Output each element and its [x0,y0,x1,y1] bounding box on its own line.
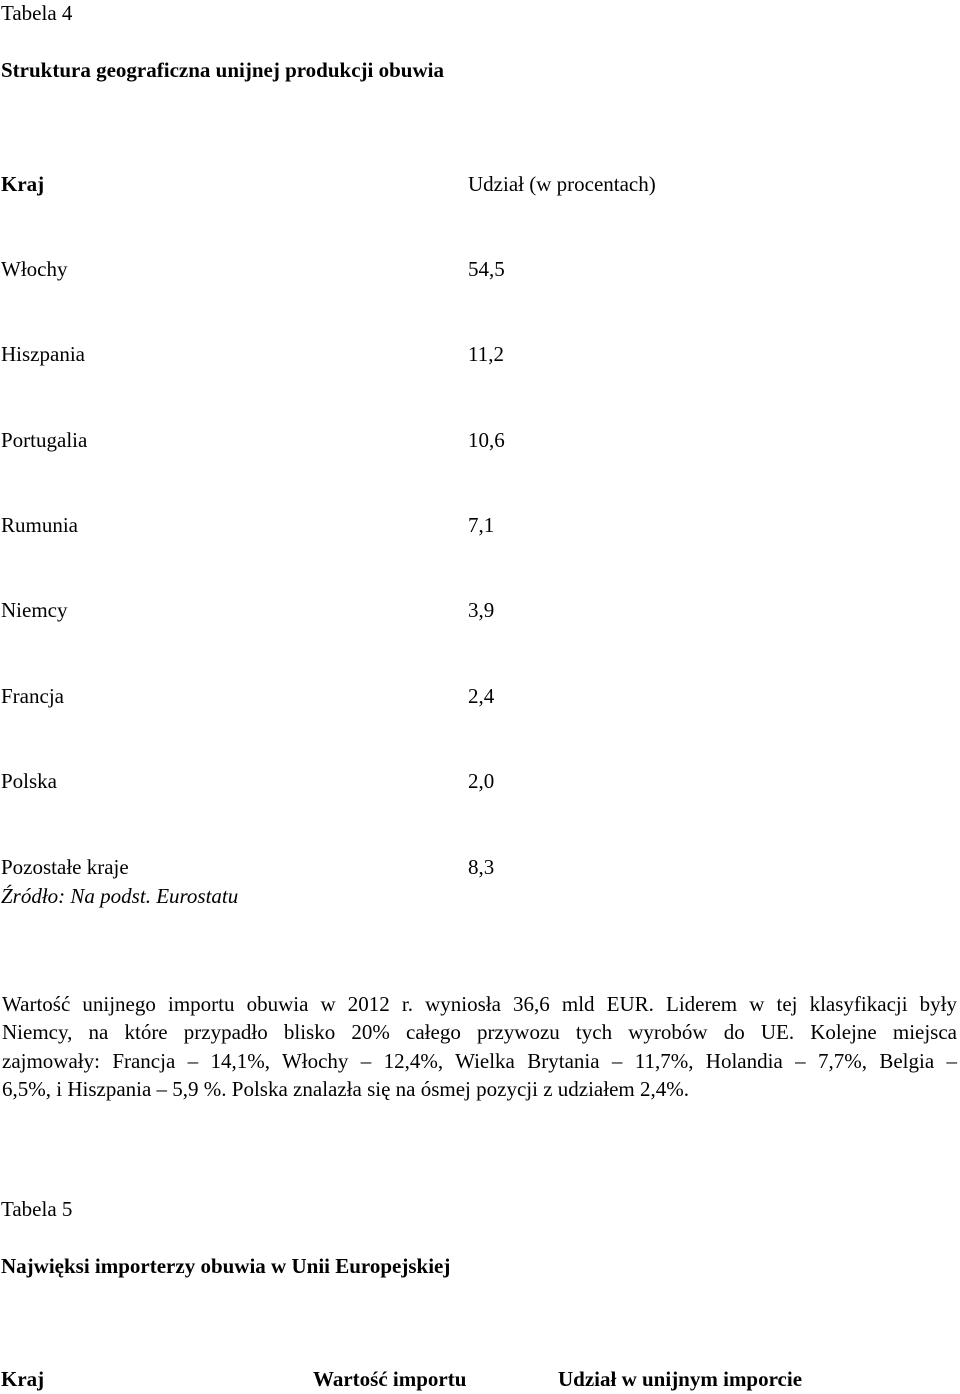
table4-label: Tabela 4 [1,1,73,25]
table4-share: 54,5 [468,257,505,281]
table4-country: Francja [1,684,64,708]
body-paragraph [2,990,957,1104]
table4-country: Włochy [1,257,68,281]
table4-share: 7,1 [468,513,495,537]
paragraph-line: Niemcy, na które przypadło blisko 20% całego przywozu tych wyrobów do UE. Kolejne miejsca [2,1020,957,1045]
table4-source: Źródło: Na podst. Eurostatu [1,884,239,908]
table4-country: Rumunia [1,513,78,537]
table4-share: 2,0 [468,769,495,793]
paragraph-line: Wartość unijnego importu obuwia w 2012 r. wyniosła 36,6 mld EUR. Liderem w tej klasyfikacji były [2,992,957,1016]
table4-header-country: Kraj [1,172,45,196]
table5-header-share: Udział w unijnym imporcie [558,1367,803,1391]
table5-header-value: Wartość importu [313,1367,467,1391]
table4-share: 11,2 [468,342,504,366]
table5-label: Tabela 5 [1,1197,73,1221]
paragraph-line: 6,5%, i Hiszpania – 5,9 %. Polska znalazła się na ósmej pozycji z udziałem 2,4%. [2,1077,689,1102]
table4-share: 2,4 [468,684,495,708]
table4-title: Struktura geograficzna unijnej produkcji obuwia [1,58,444,82]
table5-title: Najwięksi importerzy obuwia w Unii Europejskiej [1,1254,451,1278]
table4-country: Hiszpania [1,342,85,366]
table4-share: 3,9 [468,598,495,622]
table4-share: 10,6 [468,428,505,452]
table4-country: Pozostałe kraje [1,855,129,879]
table4-country: Portugalia [1,428,88,452]
table4-country: Niemcy [1,598,68,622]
table4-share: 8,3 [468,855,495,879]
table4-header-share: Udział (w procentach) [468,172,656,196]
table4-country: Polska [1,769,58,793]
paragraph-line: zajmowały: Francja – 14,1%, Włochy – 12,4%, Wielka Brytania – 11,7%, Holandia – 7,7%, Belgia – [2,1048,957,1073]
table5-header-country: Kraj [1,1367,45,1391]
